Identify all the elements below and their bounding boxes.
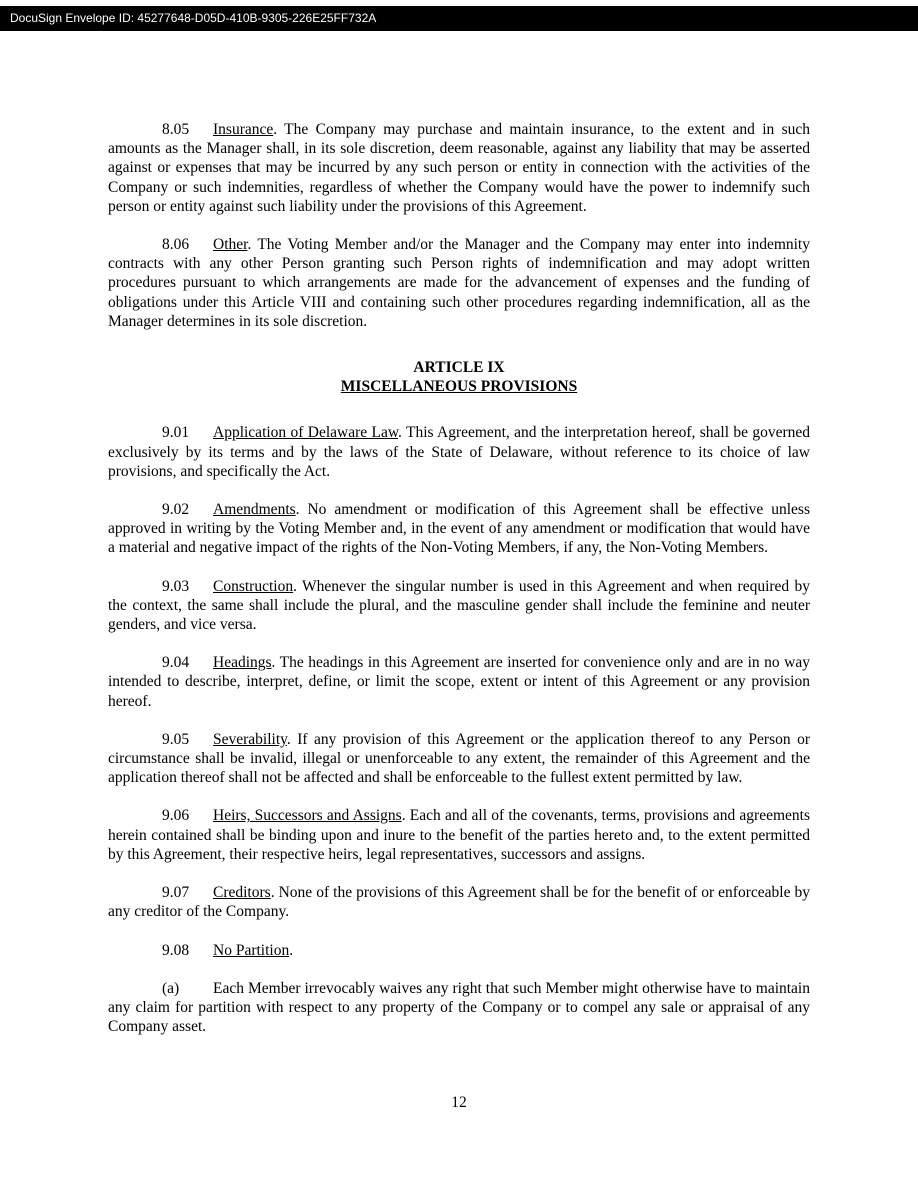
section-heading: Application of Delaware Law (213, 424, 399, 442)
section-9-08 (108, 941, 810, 960)
section-number: 9.01 (162, 424, 190, 442)
section-body: . Whenever the singular number is used in this Agreement and when required by the context, the same shall include the plural, and the masculine gender shall include the feminine and neuter genders, and vice versa. (108, 577, 810, 634)
section-9-03 (108, 577, 810, 635)
section-heading: Creditors (213, 884, 271, 902)
section-number: 9.04 (162, 654, 190, 672)
article-subtitle: MISCELLANEOUS PROVISIONS (340, 378, 578, 396)
section-number: 8.06 (162, 236, 190, 254)
section-body: . None of the provisions of this Agreement shall be for the benefit of or enforceable by any creditor of the Company. (108, 884, 810, 921)
section-9-05 (108, 730, 810, 788)
section-number: 9.02 (162, 501, 190, 519)
section-8-06 (108, 235, 810, 331)
section-number: 9.07 (162, 884, 190, 902)
docusign-envelope-id: DocuSign Envelope ID: 45277648-D05D-410B-9305-226E25FF732A (10, 11, 377, 25)
article-heading-block (108, 358, 810, 396)
section-body: . The Voting Member and/or the Manager and the Company may enter into indemnity contracts with any other Person granting such Person rights of indemnification and may adopt written procedures pursuant to which arrangements are made for the advancement of expenses and the funding of obligations under this Article VIII and containing such other procedures regarding indemnification, all as the Manager determines in its sole discretion. (108, 236, 810, 330)
section-9-07 (108, 883, 810, 921)
docusign-banner (0, 6, 918, 31)
section-number: 8.05 (162, 121, 190, 138)
section-body: . This Agreement, and the interpretation hereof, shall be governed exclusively by its terms and by the laws of the State of Delaware, without reference to its choice of law provisions, and specifically the Act. (108, 424, 810, 480)
section-body: . (289, 941, 294, 959)
section-9-02 (108, 500, 810, 558)
section-body: . Each and all of the covenants, terms, provisions and agreements herein contained shall be binding upon and inure to the benefit of the parties hereto and, to the extent permitted by this Agreement, their respective heirs, legal representatives, successors and assigns. (108, 807, 811, 863)
section-body: . The headings in this Agreement are inserted for convenience only and are in no way intended to describe, interpret, define, or limit the scope, extent or intent of this Agreement or any provision hereof. (108, 654, 810, 710)
document-content (0, 120, 918, 1055)
subsection-body: Each Member irrevocably waives any right that such Member might otherwise have to maintain any claim for partition with respect to any property of the Company or to compel any sale or appraisal of any Company asset. (108, 979, 810, 1036)
section-number: 9.06 (162, 807, 190, 825)
section-heading: Headings (213, 654, 272, 672)
section-body: . No amendment or modification of this Agreement shall be effective unless approved in writing by the Voting Member and, in the event of any amendment or modification that would have a material and negative impact of the rights of the Non-Voting Members, if any, the Non-Voting Members. (108, 501, 810, 557)
section-8-05 (108, 120, 810, 216)
section-heading: Heirs, Successors and Assigns (213, 807, 402, 825)
section-body: . If any provision of this Agreement or the application thereof to any Person or circumstance shall be invalid, illegal or unenforceable to any extent, the remainder of this Agreement and the application thereof shall not be affected and shall be enforceable to the fullest extent permitted by law. (108, 730, 810, 787)
section-heading: Other (213, 236, 248, 254)
section-heading: Severability (213, 730, 287, 748)
section-9-04 (108, 653, 810, 711)
section-number: 9.08 (162, 941, 190, 959)
page-number: 12 (451, 1094, 467, 1111)
section-heading: No Partition (213, 941, 290, 959)
section-number: 9.03 (162, 577, 190, 595)
subsection-label: (a) (162, 979, 180, 997)
section-body: . The Company may purchase and maintain insurance, to the extent and in such amounts as the Manager shall, in its sole discretion, deem reasonable, against any liability that may be asserted against or expenses that may be incurred by any such person or entity in connection with the activities of the Company or such indemnities, regardless of whether the Company would have the power to indemnify such person or entity against such liability under the provisions of this Agreement. (108, 121, 810, 215)
article-title: ARTICLE IX (413, 359, 505, 377)
section-heading: Amendments (213, 501, 296, 519)
subsection-a (108, 979, 810, 1037)
section-9-01 (108, 423, 810, 481)
section-number: 9.05 (162, 730, 190, 748)
section-heading: Insurance (213, 121, 274, 138)
section-heading: Construction (213, 577, 294, 595)
section-9-06 (108, 806, 810, 864)
